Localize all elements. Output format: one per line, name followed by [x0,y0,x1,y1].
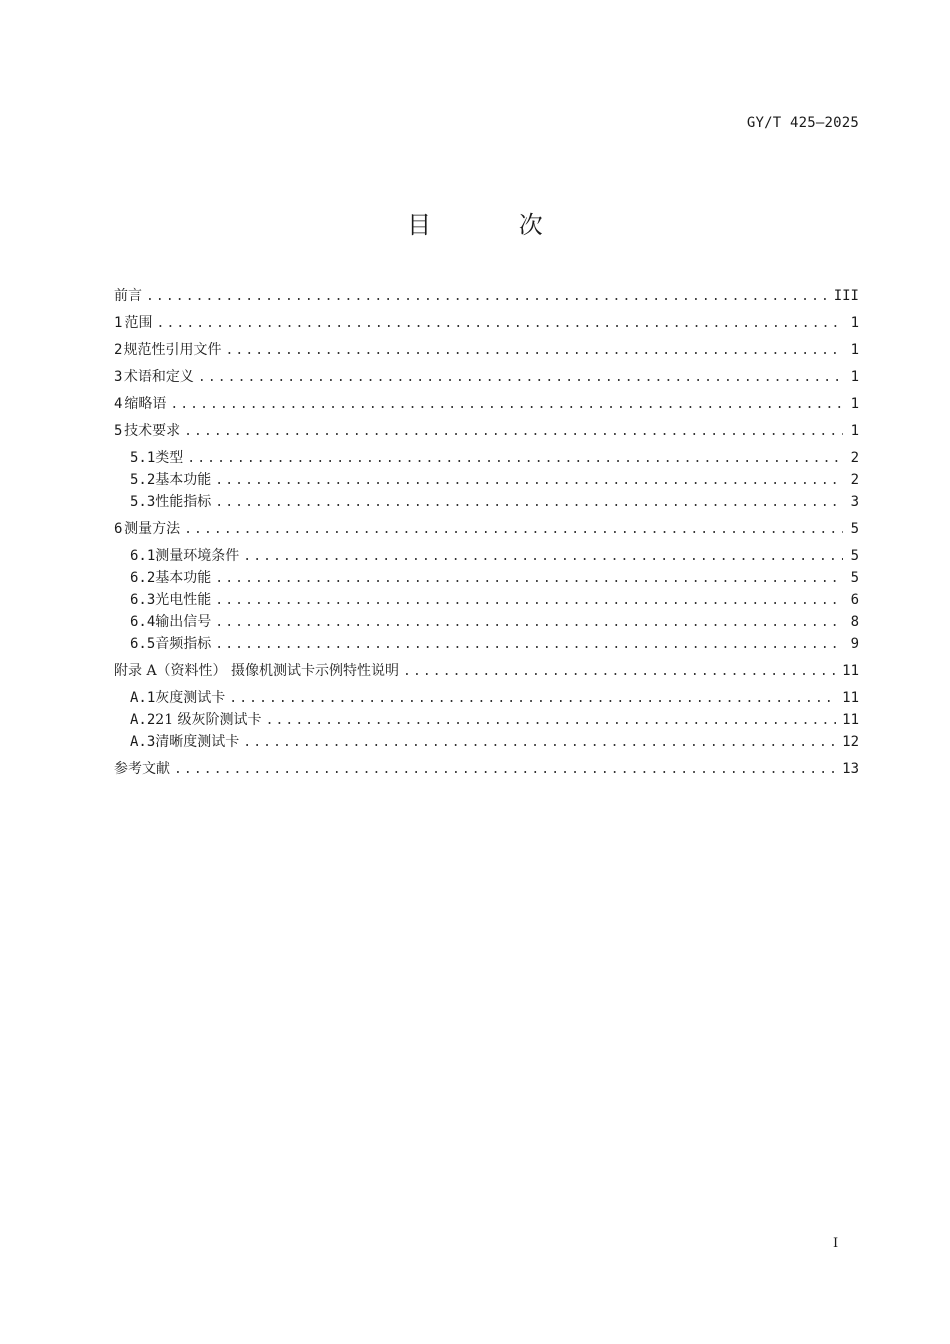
dot-leader [229,688,836,710]
toc-entry-number: 1 [114,315,123,331]
toc-entry-number: 2 [114,342,123,358]
toc-entry-label: 术语和定义 [123,369,194,385]
toc-entry-number: 6.4 [130,614,156,630]
toc-entry-number: 5.1 [130,450,156,466]
toc-entry-label: 输出信号 [155,614,212,630]
toc-entry-label: 技术要求 [124,423,181,439]
toc-entry-label: 前言 [114,288,142,304]
toc-entry-4[interactable] [114,393,859,420]
toc-entry-label: 灰度测试卡 [155,690,226,706]
toc-entry-6-2[interactable] [114,567,859,589]
dot-leader [215,492,843,514]
dot-leader [243,546,843,568]
toc-entry-page: 11 [842,663,859,679]
toc-entry-label: 范围 [124,315,153,331]
toc-entry-page: 8 [850,614,859,630]
dot-leader [198,367,843,389]
toc-entry-number: 6.1 [130,548,156,564]
toc-entry-page: 1 [850,369,859,385]
dot-leader [243,732,836,754]
toc-entry-page: 5 [850,521,859,537]
toc-entry-6-3[interactable] [114,589,859,611]
toc-entry-label: 性能指标 [155,494,212,510]
toc-entry-number: 3 [114,369,123,385]
dot-leader [215,470,843,492]
dot-leader [215,634,843,656]
toc-entry-page: 1 [850,396,859,412]
toc-entry-5-3[interactable] [114,491,859,518]
toc-entry-page: 2 [850,472,859,488]
dot-leader [215,612,843,634]
dot-leader [225,340,843,362]
toc-entry-number: A.1 [130,690,156,706]
toc-entry-5-1[interactable] [114,447,859,469]
toc-entry-number: 6 [114,521,123,537]
toc-entry-page: 11 [842,690,859,706]
toc-entry-label: 规范性引用文件 [123,342,222,358]
toc-entry-page: 2 [850,450,859,466]
toc-entry-label: 类型 [155,450,184,466]
toc-entry-page: 3 [850,494,859,510]
toc-entry-6-1[interactable] [114,545,859,567]
toc-entry-number: A.2 [130,712,156,728]
dot-leader [266,710,837,732]
toc-entry-6-4[interactable] [114,611,859,633]
toc-entry-label: 测量环境条件 [155,548,240,564]
toc-entry-label: 基本功能 [155,472,212,488]
dot-leader [146,286,828,308]
toc-title: 目 次 [407,211,583,239]
toc-entry-number: A.3 [130,734,156,750]
toc-entry-number: 6.2 [130,570,156,586]
toc-entry-page: III [833,288,859,304]
dot-leader [174,759,836,781]
toc-entry-number: 5.2 [130,472,156,488]
toc-entry-number: 5.3 [130,494,156,510]
toc-entry-page: 5 [850,570,859,586]
document-code: GY/T 425—2025 [746,115,859,131]
toc-entry-5[interactable] [114,420,859,447]
toc-entry-label: 参考文献 [114,761,170,777]
toc-entry-label: 测量方法 [124,521,181,537]
toc-entry-6-5[interactable] [114,633,859,660]
toc-entry-page: 1 [850,423,859,439]
toc-entry-label: 光电性能 [155,592,212,608]
toc-entry-2[interactable] [114,339,859,366]
toc-entry-page: 5 [850,548,859,564]
toc-entry-a-3[interactable] [114,731,859,758]
dot-leader [184,519,843,541]
dot-leader [403,661,836,683]
toc-entry-1[interactable] [114,312,859,339]
toc-entry-bibliography[interactable] [114,758,859,785]
toc-entry-3[interactable] [114,366,859,393]
toc-entry-page: 9 [850,636,859,652]
toc-entry-label: 基本功能 [155,570,212,586]
dot-leader [215,568,843,590]
toc-entry-label: 音频指标 [155,636,212,652]
toc-entry-5-2[interactable] [114,469,859,491]
toc-entry-a-2[interactable] [114,709,859,731]
toc-entry-a-1[interactable] [114,687,859,709]
toc-entry-foreword[interactable] [114,285,859,312]
toc-entry-number: 5 [114,423,123,439]
toc-entry-page: 12 [842,734,859,750]
toc-entry-page: 1 [850,315,859,331]
toc-entry-number: 4 [114,396,123,412]
dot-leader [187,448,843,470]
toc-entry-number: 6.3 [130,592,156,608]
dot-leader [184,421,843,443]
toc-entry-page: 1 [850,342,859,358]
toc-entry-label: 附录 A（资料性） 摄像机测试卡示例特性说明 [114,663,400,679]
dot-leader [215,590,843,612]
toc-entry-label: 21 级灰阶测试卡 [155,712,262,728]
toc-entry-number: 6.5 [130,636,156,652]
toc-entry-page: 11 [842,712,859,728]
toc-entry-annex-a[interactable] [114,660,859,687]
toc-entry-label: 缩略语 [124,396,167,412]
toc-entry-label: 清晰度测试卡 [155,734,240,750]
page-number: I [833,1236,839,1251]
toc-entry-page: 6 [850,592,859,608]
dot-leader [157,313,843,335]
toc-entry-page: 13 [842,761,859,777]
dot-leader [170,394,843,416]
table-of-contents [114,285,859,785]
toc-entry-6[interactable] [114,518,859,545]
